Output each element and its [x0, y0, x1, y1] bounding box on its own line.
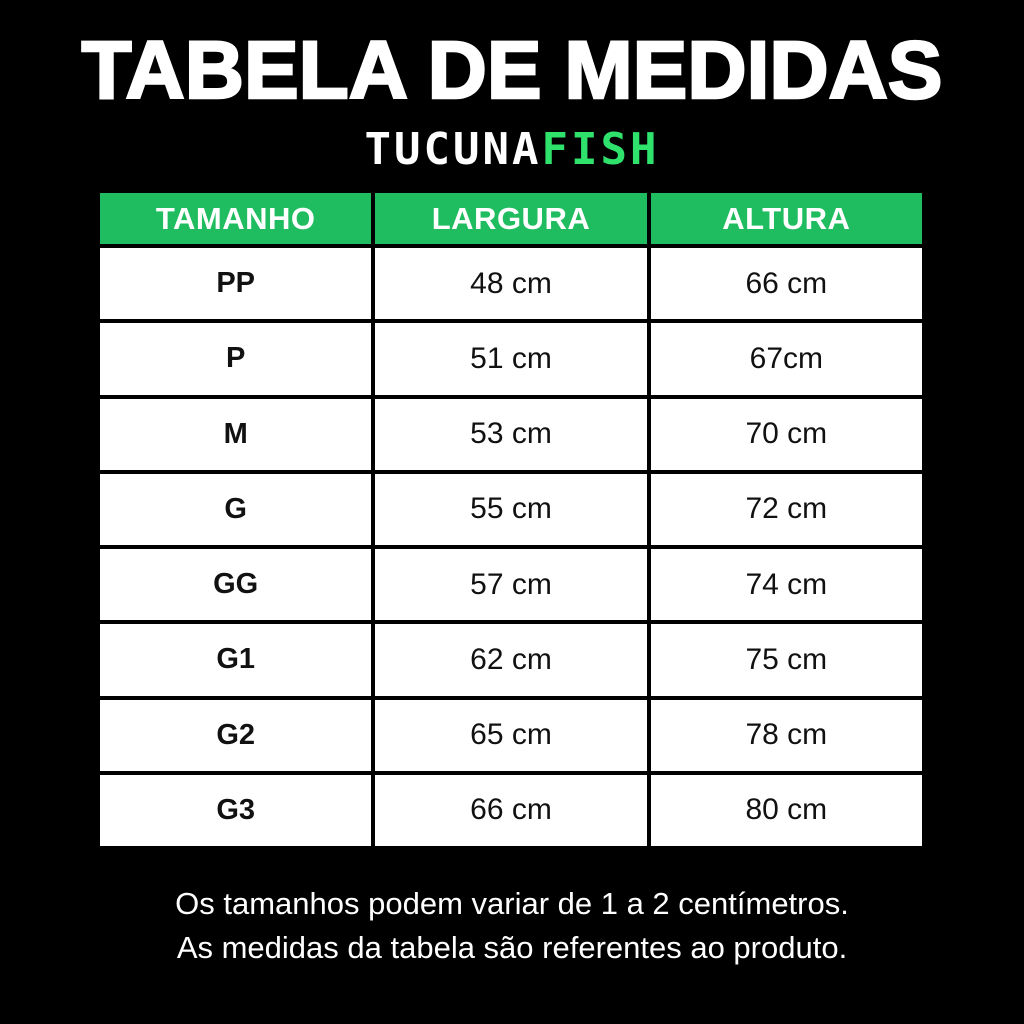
size-cell: G: [100, 474, 371, 545]
size-cell: G1: [100, 624, 371, 695]
altura-cell: 78 cm: [651, 700, 922, 771]
altura-cell: 67cm: [651, 323, 922, 394]
brand-logo: [0, 126, 1024, 174]
largura-cell: 65 cm: [375, 700, 646, 771]
largura-cell: 48 cm: [375, 248, 646, 319]
header-cell-tamanho: TAMANHO: [100, 193, 371, 244]
size-cell: P: [100, 323, 371, 394]
largura-cell: 51 cm: [375, 323, 646, 394]
footer-notes: [0, 882, 1024, 970]
altura-cell: 74 cm: [651, 549, 922, 620]
brand-name-primary: TUCUNA: [364, 124, 542, 175]
altura-cell: 70 cm: [651, 399, 922, 470]
largura-cell: 66 cm: [375, 775, 646, 846]
largura-cell: 57 cm: [375, 549, 646, 620]
brand-name-accent: FISH: [541, 124, 660, 175]
size-table: [100, 193, 922, 846]
header-cell-largura: LARGURA: [375, 193, 646, 244]
altura-cell: 80 cm: [651, 775, 922, 846]
size-cell: PP: [100, 248, 371, 319]
size-cell: G3: [100, 775, 371, 846]
size-cell: M: [100, 399, 371, 470]
footer-note-line1: Os tamanhos podem variar de 1 a 2 centímetros.: [175, 886, 849, 921]
largura-cell: 53 cm: [375, 399, 646, 470]
header-cell-altura: ALTURA: [651, 193, 922, 244]
size-cell: GG: [100, 549, 371, 620]
largura-cell: 62 cm: [375, 624, 646, 695]
largura-cell: 55 cm: [375, 474, 646, 545]
altura-cell: 72 cm: [651, 474, 922, 545]
altura-cell: 66 cm: [651, 248, 922, 319]
size-cell: G2: [100, 700, 371, 771]
page-title: TABELA DE MEDIDAS: [81, 25, 943, 116]
altura-cell: 75 cm: [651, 624, 922, 695]
footer-note-line2: As medidas da tabela são referentes ao produto.: [176, 930, 848, 965]
